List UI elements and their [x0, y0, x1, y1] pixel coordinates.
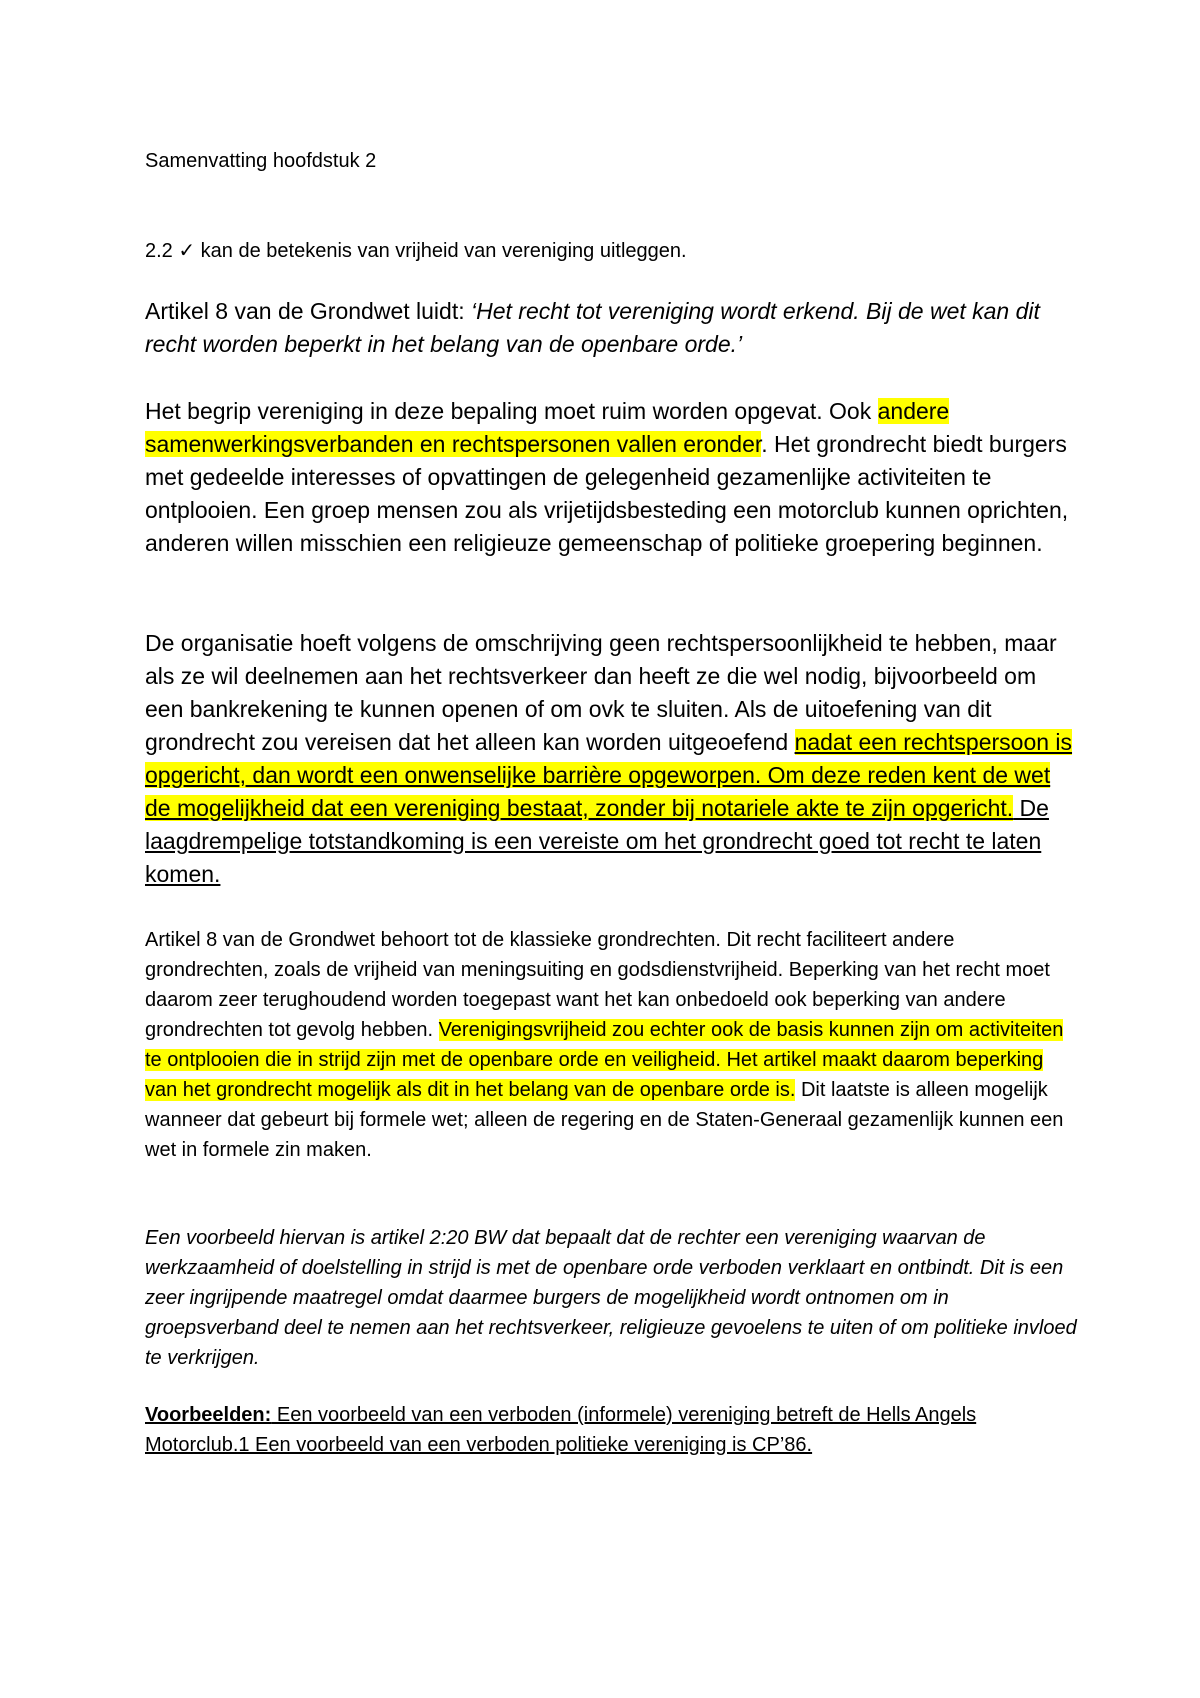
- p2-text-end: . Het grondrecht biedt burgers met gedeelde interesses of opvattingen de gelegenheid gezamenlijke activiteiten te ontplooien. Een groep mensen zou als vrijetijdsbesteding een motorclub kunnen oprichten, anderen willen misschien een religieuze gemeenschap of politieke groepering beginnen.: [145, 431, 1069, 556]
- paragraph-voorbeelden: [145, 1400, 1080, 1460]
- paragraph-voorbeeld-2-20-bw: Een voorbeeld hiervan is artikel 2:20 BW dat bepaalt dat de rechter een vereniging waarvan de werkzaamheid of doelstelling in strijd is met de openbare orde verboden verklaart en ontbindt. Dit is een zeer ingrijpende maatregel omdat daarmee burgers de mogelijkheid wordt ontnomen om in groepsverband deel te nemen aan het rechtsverkeer, religieuze gevoelens te uiten of om politieke invloed te verkrijgen.: [145, 1227, 1077, 1369]
- examples-text: Een voorbeeld van een verboden (informele) vereniging betreft de Hells Angels Motorclub.1 Een voorbeeld van een verboden politieke vereniging is CP’86.: [145, 1404, 977, 1456]
- p2-text-start: Het begrip vereniging in deze bepaling moet ruim worden opgevat. Ook: [145, 398, 878, 424]
- p2-highlight: andere samenwerkingsverbanden en rechtspersonen vallen eronder: [145, 398, 950, 457]
- paragraph-vereniging-begrip: [145, 395, 1080, 560]
- p4-text-end: Dit laatste is alleen mogelijk wanneer dat gebeurt bij formele wet; alleen de regering en de Staten-Generaal gezamenlijk kunnen een wet in formele zin maken.: [145, 1079, 1064, 1161]
- paragraph-rechtspersoonlijkheid: [145, 627, 1080, 891]
- examples-label: Voorbeelden:: [145, 1404, 272, 1426]
- p4-highlight: Verenigingsvrijheid zou echter ook de basis kunnen zijn om activiteiten te ontplooien die in strijd zijn met de openbare orde en veiligheid. Het artikel maakt daarom beperking van het grondrecht mogelijk als dit in het belang van de openbare orde is.: [145, 1019, 1064, 1101]
- document-title: Samenvatting hoofdstuk 2: [145, 150, 377, 172]
- learning-objective: 2.2 ✓ kan de betekenis van vrijheid van vereniging uitleggen.: [145, 240, 687, 262]
- paragraph-article-8: [145, 295, 1080, 361]
- p4-text-start: Artikel 8 van de Grondwet behoort tot de klassieke grondrechten. Dit recht faciliteert andere grondrechten, zoals de vrijheid van meningsuiting en godsdienstvrijheid. Beperking van het recht moet daarom zeer terughoudend worden toegepast want het kan onbedoeld ook beperking van andere grondrechten tot gevolg hebben.: [145, 929, 1050, 1041]
- article-8-quote: ‘Het recht tot vereniging wordt erkend. Bij de wet kan dit recht worden beperkt in het belang van de openbare orde.’: [145, 298, 1040, 357]
- p3-highlight-underlined: nadat een rechtspersoon is opgericht, dan wordt een onwenselijke barrière opgeworpen. Om deze reden kent de wet de mogelijkheid dat een vereniging bestaat, zonder bij notariele akte te zijn opgericht.: [145, 729, 1073, 821]
- paragraph-klassieke-grondrechten: [145, 925, 1080, 1165]
- p3-text-start: De organisatie hoeft volgens de omschrijving geen rechtspersoonlijkheid te hebben, maar als ze wil deelnemen aan het rechtsverkeer dan heeft ze die wel nodig, bijvoorbeeld om een bankrekening te kunnen openen of om ovk te sluiten. Als de uitoefening van dit grondrecht zou vereisen dat het alleen kan worden uitgeoefend: [145, 630, 1057, 755]
- p3-underlined: De laagdrempelige totstandkoming is een vereiste om het grondrecht goed tot recht te laten komen.: [145, 795, 1049, 887]
- article-8-lead: Artikel 8 van de Grondwet luidt:: [145, 298, 471, 324]
